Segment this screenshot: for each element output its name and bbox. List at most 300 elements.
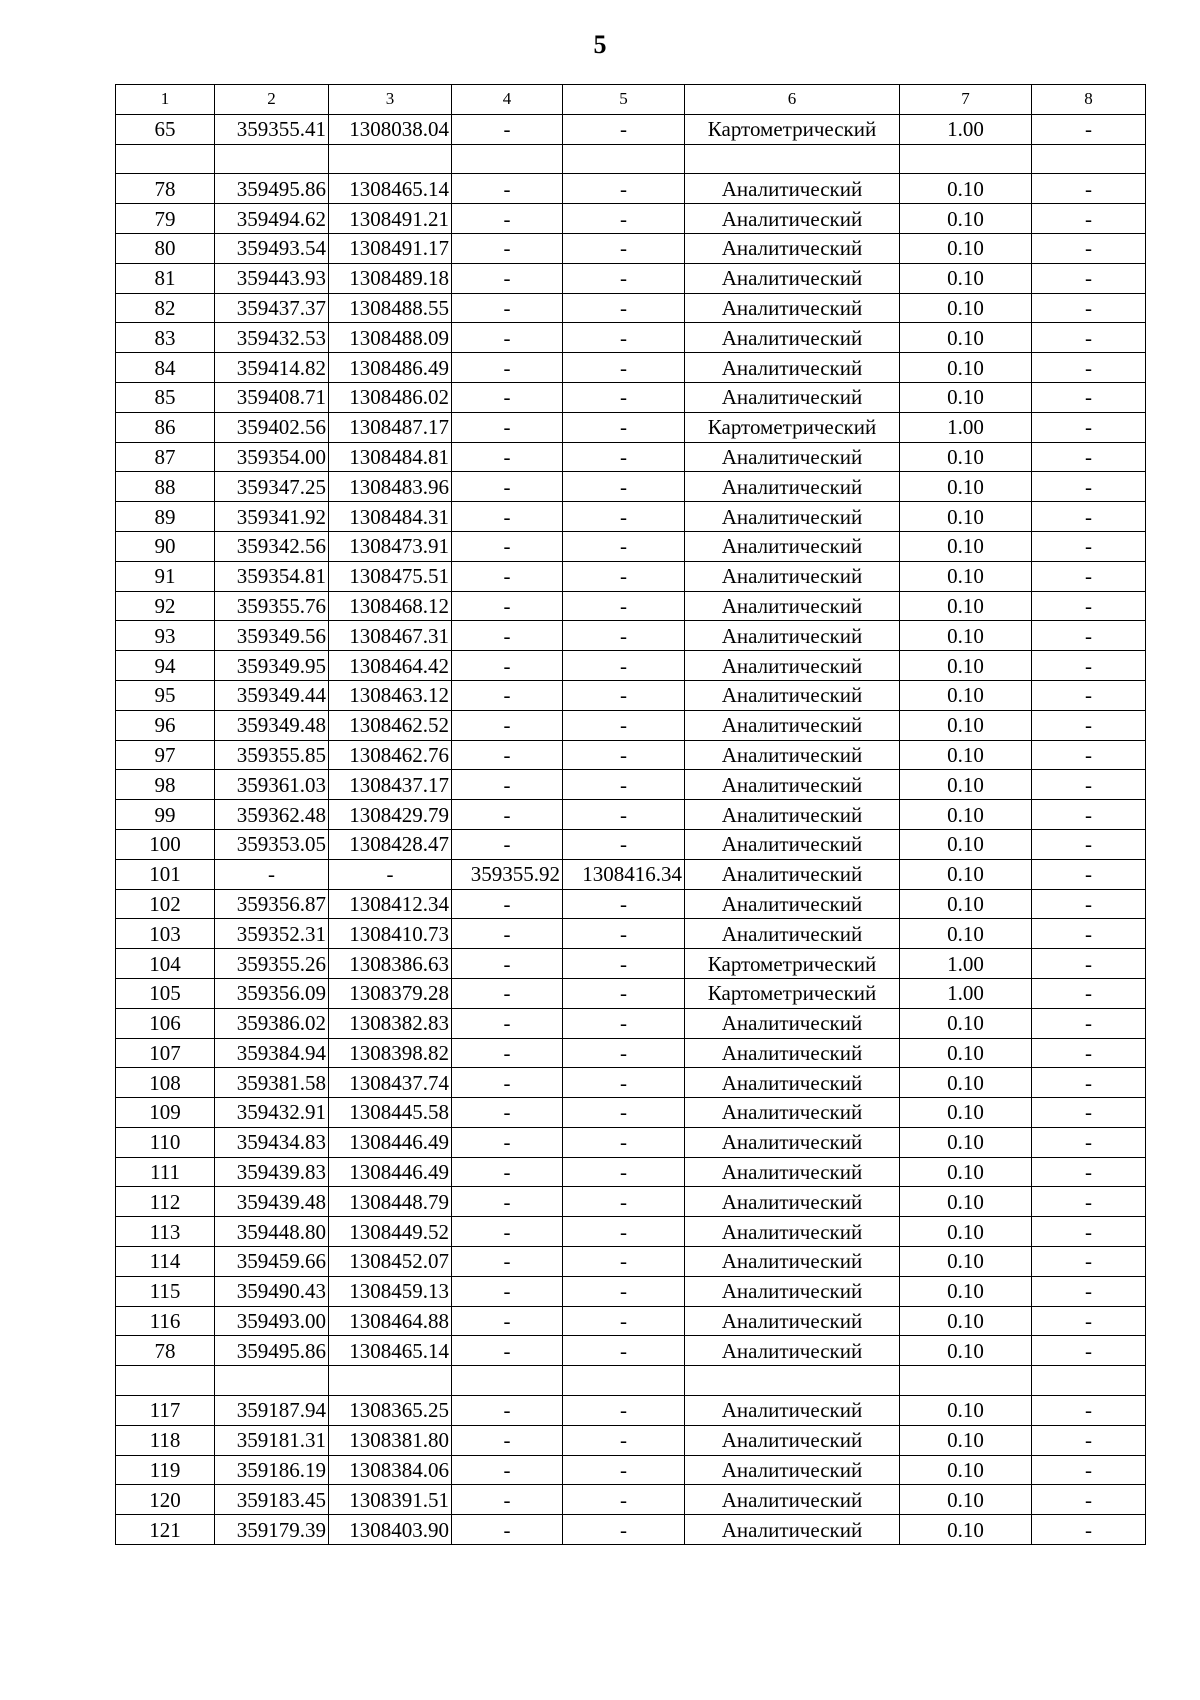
table-cell: 89: [116, 502, 215, 532]
table-cell: -: [452, 889, 563, 919]
table-cell: [563, 144, 685, 174]
table-cell: [563, 1366, 685, 1396]
table-cell: -: [452, 1515, 563, 1545]
table-cell: -: [563, 1217, 685, 1247]
table-cell: 359439.83: [215, 1157, 329, 1187]
table-cell: -: [452, 1276, 563, 1306]
table-cell: -: [452, 591, 563, 621]
table-cell: [116, 144, 215, 174]
table-cell: 1308382.83: [329, 1008, 452, 1038]
table-cell: 1308491.21: [329, 204, 452, 234]
table-row: [116, 919, 1146, 949]
table-cell: 359402.56: [215, 412, 329, 442]
table-cell: 1308446.49: [329, 1157, 452, 1187]
table-cell: Аналитический: [685, 919, 900, 949]
table-cell: -: [563, 174, 685, 204]
table-cell: 1308473.91: [329, 531, 452, 561]
table-row: [116, 978, 1146, 1008]
table-cell: Аналитический: [685, 1038, 900, 1068]
table-cell: -: [1032, 800, 1146, 830]
table-cell: -: [1032, 591, 1146, 621]
table-cell: -: [563, 800, 685, 830]
table-cell: -: [563, 412, 685, 442]
table-cell: Аналитический: [685, 770, 900, 800]
table-cell: 1308445.58: [329, 1098, 452, 1128]
table-cell: 0.10: [900, 233, 1032, 263]
table-cell: -: [1032, 114, 1146, 144]
table-cell: 82: [116, 293, 215, 323]
table-cell: 359352.31: [215, 919, 329, 949]
table-cell: -: [1032, 651, 1146, 681]
table-cell: -: [563, 1425, 685, 1455]
table-cell: 1308467.31: [329, 621, 452, 651]
table-cell: 1308486.49: [329, 353, 452, 383]
table-cell: Аналитический: [685, 1276, 900, 1306]
table-cell: Аналитический: [685, 740, 900, 770]
table-row: [116, 293, 1146, 323]
table-cell: -: [563, 770, 685, 800]
table-cell: 1308429.79: [329, 800, 452, 830]
table-cell: 1308386.63: [329, 949, 452, 979]
table-cell: Аналитический: [685, 442, 900, 472]
table-cell: 359349.44: [215, 680, 329, 710]
table-row: [116, 1008, 1146, 1038]
table-row: [116, 1217, 1146, 1247]
table-cell: 359386.02: [215, 1008, 329, 1038]
table-cell: 0.10: [900, 591, 1032, 621]
table-header-row: [116, 85, 1146, 115]
table-cell: [329, 1366, 452, 1396]
table-cell: 359187.94: [215, 1396, 329, 1426]
table-cell: -: [1032, 1247, 1146, 1277]
table-cell: -: [1032, 1336, 1146, 1366]
table-cell: Аналитический: [685, 1098, 900, 1128]
table-cell: 1308484.81: [329, 442, 452, 472]
table-cell: 359434.83: [215, 1127, 329, 1157]
table-cell: -: [563, 919, 685, 949]
table-cell: 113: [116, 1217, 215, 1247]
table-cell: -: [563, 1276, 685, 1306]
table-cell: -: [563, 1068, 685, 1098]
table-cell: -: [563, 472, 685, 502]
table-cell: 359439.48: [215, 1187, 329, 1217]
table-cell: -: [1032, 1455, 1146, 1485]
table-cell: -: [1032, 1098, 1146, 1128]
table-cell: 0.10: [900, 502, 1032, 532]
table-row: [116, 1455, 1146, 1485]
table-cell: 0.10: [900, 919, 1032, 949]
table-cell: -: [1032, 233, 1146, 263]
table-cell: 1308403.90: [329, 1515, 452, 1545]
table-cell: -: [1032, 502, 1146, 532]
table-cell: 359432.91: [215, 1098, 329, 1128]
table-cell: 93: [116, 621, 215, 651]
table-cell: -: [1032, 1038, 1146, 1068]
table-cell: -: [563, 978, 685, 1008]
table-cell: 0.10: [900, 770, 1032, 800]
table-cell: Аналитический: [685, 502, 900, 532]
table-cell: 0.10: [900, 859, 1032, 889]
table-cell: -: [452, 680, 563, 710]
table-cell: -: [563, 1187, 685, 1217]
table-cell: Аналитический: [685, 651, 900, 681]
table-cell: 359355.85: [215, 740, 329, 770]
table-cell: Аналитический: [685, 680, 900, 710]
table-cell: 1308462.52: [329, 710, 452, 740]
table-cell: Аналитический: [685, 263, 900, 293]
table-cell: -: [1032, 531, 1146, 561]
table-row: [116, 1336, 1146, 1366]
table-cell: 0.10: [900, 800, 1032, 830]
table-cell: -: [563, 1127, 685, 1157]
table-row: [116, 1157, 1146, 1187]
table-cell: 0.10: [900, 1455, 1032, 1485]
table-cell: -: [452, 651, 563, 681]
table-cell: 1308459.13: [329, 1276, 452, 1306]
column-header: 7: [900, 85, 1032, 115]
table-cell: [452, 1366, 563, 1396]
table-cell: -: [1032, 919, 1146, 949]
table-cell: [215, 1366, 329, 1396]
table-cell: Аналитический: [685, 1455, 900, 1485]
table-cell: 0.10: [900, 1187, 1032, 1217]
column-header: 6: [685, 85, 900, 115]
table-row: [116, 859, 1146, 889]
table-cell: -: [452, 412, 563, 442]
table-cell: -: [1032, 1217, 1146, 1247]
table-cell: 0.10: [900, 1336, 1032, 1366]
table-cell: 107: [116, 1038, 215, 1068]
table-cell: 0.10: [900, 382, 1032, 412]
table-cell: -: [563, 1008, 685, 1038]
coordinates-table: [115, 84, 1146, 1545]
table-cell: 359495.86: [215, 1336, 329, 1366]
table-cell: 1308468.12: [329, 591, 452, 621]
table-cell: 98: [116, 770, 215, 800]
table-cell: 1308465.14: [329, 174, 452, 204]
table-cell: 359342.56: [215, 531, 329, 561]
table-cell: -: [452, 978, 563, 1008]
table-cell: 359355.92: [452, 859, 563, 889]
table-cell: -: [1032, 1425, 1146, 1455]
table-cell: 1308491.17: [329, 233, 452, 263]
table-cell: 1308464.42: [329, 651, 452, 681]
table-cell: Аналитический: [685, 710, 900, 740]
table-cell: -: [1032, 1127, 1146, 1157]
table-cell: -: [563, 1306, 685, 1336]
table-cell: -: [1032, 680, 1146, 710]
table-cell: 1308487.17: [329, 412, 452, 442]
table-cell: -: [563, 680, 685, 710]
table-cell: 1308463.12: [329, 680, 452, 710]
table-cell: -: [563, 740, 685, 770]
table-cell: 121: [116, 1515, 215, 1545]
table-cell: Аналитический: [685, 174, 900, 204]
table-row: [116, 472, 1146, 502]
table-cell: -: [452, 829, 563, 859]
table-row: [116, 1038, 1146, 1068]
table-cell: Аналитический: [685, 859, 900, 889]
table-cell: 0.10: [900, 204, 1032, 234]
table-cell: -: [563, 1396, 685, 1426]
table-cell: [685, 144, 900, 174]
table-row: [116, 502, 1146, 532]
table-row: [116, 382, 1146, 412]
table-cell: 359355.76: [215, 591, 329, 621]
table-cell: 0.10: [900, 531, 1032, 561]
table-cell: 0.10: [900, 651, 1032, 681]
table-cell: -: [1032, 204, 1146, 234]
table-cell: 0.10: [900, 829, 1032, 859]
table-cell: 0.10: [900, 1068, 1032, 1098]
table-cell: -: [452, 770, 563, 800]
table-cell: 1308462.76: [329, 740, 452, 770]
table-cell: 359490.43: [215, 1276, 329, 1306]
table-cell: 359347.25: [215, 472, 329, 502]
table-cell: -: [563, 591, 685, 621]
table-row: [116, 1515, 1146, 1545]
table-cell: -: [563, 710, 685, 740]
table-cell: 359362.48: [215, 800, 329, 830]
table-cell: 359381.58: [215, 1068, 329, 1098]
table-cell: -: [563, 382, 685, 412]
table-row: [116, 233, 1146, 263]
table-cell: Аналитический: [685, 1425, 900, 1455]
table-row: [116, 621, 1146, 651]
table-cell: Картометрический: [685, 949, 900, 979]
table-cell: 359493.00: [215, 1306, 329, 1336]
table-cell: Аналитический: [685, 293, 900, 323]
table-cell: 0.10: [900, 442, 1032, 472]
table-cell: -: [1032, 1008, 1146, 1038]
table-cell: [116, 1366, 215, 1396]
table-cell: 0.10: [900, 1127, 1032, 1157]
table-row: [116, 770, 1146, 800]
table-cell: 0.10: [900, 263, 1032, 293]
table-cell: 0.10: [900, 1396, 1032, 1426]
table-cell: Аналитический: [685, 204, 900, 234]
table-cell: -: [563, 621, 685, 651]
table-cell: Аналитический: [685, 531, 900, 561]
table-cell: 117: [116, 1396, 215, 1426]
table-cell: 78: [116, 174, 215, 204]
table-cell: 108: [116, 1068, 215, 1098]
table-cell: 1308465.14: [329, 1336, 452, 1366]
table-cell: 115: [116, 1276, 215, 1306]
table-cell: -: [1032, 1187, 1146, 1217]
table-cell: -: [1032, 561, 1146, 591]
table-cell: 88: [116, 472, 215, 502]
table-cell: -: [1032, 1157, 1146, 1187]
table-cell: -: [563, 889, 685, 919]
table-cell: 0.10: [900, 323, 1032, 353]
table-cell: -: [1032, 621, 1146, 651]
table-row: [116, 1127, 1146, 1157]
table-cell: 1308428.47: [329, 829, 452, 859]
table-cell: 0.10: [900, 1217, 1032, 1247]
table-cell: 81: [116, 263, 215, 293]
table-cell: 359384.94: [215, 1038, 329, 1068]
table-row: [116, 1098, 1146, 1128]
table-row: [116, 1187, 1146, 1217]
table-cell: 1308489.18: [329, 263, 452, 293]
table-cell: -: [452, 1336, 563, 1366]
table-cell: Аналитический: [685, 621, 900, 651]
table-cell: Картометрический: [685, 978, 900, 1008]
table-cell: -: [452, 263, 563, 293]
table-cell: 0.10: [900, 1247, 1032, 1277]
table-cell: -: [452, 204, 563, 234]
column-header: 8: [1032, 85, 1146, 115]
table-cell: 359355.41: [215, 114, 329, 144]
table-cell: 92: [116, 591, 215, 621]
table-cell: 1308398.82: [329, 1038, 452, 1068]
table-cell: Аналитический: [685, 1068, 900, 1098]
table-cell: -: [563, 293, 685, 323]
table-cell: -: [452, 1038, 563, 1068]
table-row: [116, 561, 1146, 591]
table-cell: -: [563, 561, 685, 591]
table-cell: -: [452, 1008, 563, 1038]
table-cell: -: [1032, 293, 1146, 323]
table-cell: -: [452, 531, 563, 561]
table-cell: 99: [116, 800, 215, 830]
table-cell: 84: [116, 353, 215, 383]
table-cell: Аналитический: [685, 353, 900, 383]
table-row: [116, 889, 1146, 919]
table-cell: -: [452, 1455, 563, 1485]
table-row: [116, 174, 1146, 204]
table-cell: Аналитический: [685, 1008, 900, 1038]
table-cell: 112: [116, 1187, 215, 1217]
table-cell: 111: [116, 1157, 215, 1187]
table-cell: 0.10: [900, 1306, 1032, 1336]
table-cell: -: [1032, 1396, 1146, 1426]
table-cell: 83: [116, 323, 215, 353]
table-cell: 0.10: [900, 1276, 1032, 1306]
table-cell: 359448.80: [215, 1217, 329, 1247]
table-cell: 91: [116, 561, 215, 591]
table-cell: 0.10: [900, 1098, 1032, 1128]
table-cell: 85: [116, 382, 215, 412]
table-row: [116, 651, 1146, 681]
table-cell: 1308384.06: [329, 1455, 452, 1485]
table-cell: -: [1032, 1068, 1146, 1098]
table-cell: 114: [116, 1247, 215, 1277]
table-row: [116, 323, 1146, 353]
table-cell: -: [563, 1455, 685, 1485]
table-cell: [1032, 1366, 1146, 1396]
table-cell: 1308381.80: [329, 1425, 452, 1455]
table-cell: -: [563, 204, 685, 234]
table-cell: 359355.26: [215, 949, 329, 979]
table-cell: -: [563, 829, 685, 859]
table-cell: 0.10: [900, 1425, 1032, 1455]
table-cell: 109: [116, 1098, 215, 1128]
table-row: [116, 1247, 1146, 1277]
table-cell: -: [452, 472, 563, 502]
table-cell: [215, 144, 329, 174]
table-cell: 105: [116, 978, 215, 1008]
table-cell: 359356.87: [215, 889, 329, 919]
table-cell: 359349.48: [215, 710, 329, 740]
table-cell: 359493.54: [215, 233, 329, 263]
table-cell: -: [1032, 710, 1146, 740]
table-cell: Аналитический: [685, 591, 900, 621]
column-header: 4: [452, 85, 563, 115]
table-cell: -: [563, 502, 685, 532]
table-row: [116, 114, 1146, 144]
table-cell: 1308475.51: [329, 561, 452, 591]
table-cell: -: [563, 323, 685, 353]
table-cell: -: [563, 442, 685, 472]
table-cell: 0.10: [900, 680, 1032, 710]
table-cell: 0.10: [900, 293, 1032, 323]
table-cell: 1.00: [900, 412, 1032, 442]
table-cell: Аналитический: [685, 1127, 900, 1157]
table-cell: -: [1032, 1515, 1146, 1545]
table-row: [116, 204, 1146, 234]
table-cell: -: [563, 651, 685, 681]
table-cell: 359437.37: [215, 293, 329, 323]
table-cell: -: [563, 1157, 685, 1187]
table-cell: -: [563, 114, 685, 144]
table-cell: 102: [116, 889, 215, 919]
table-cell: -: [1032, 472, 1146, 502]
table-cell: 0.10: [900, 1515, 1032, 1545]
table-cell: 359354.81: [215, 561, 329, 591]
table-cell: 1.00: [900, 114, 1032, 144]
table-cell: -: [452, 114, 563, 144]
table-cell: -: [452, 919, 563, 949]
table-cell: 1308488.09: [329, 323, 452, 353]
column-header: 5: [563, 85, 685, 115]
table-cell: 359181.31: [215, 1425, 329, 1455]
table-cell: 87: [116, 442, 215, 472]
table-cell: 79: [116, 204, 215, 234]
table-cell: 1308488.55: [329, 293, 452, 323]
table-cell: Аналитический: [685, 382, 900, 412]
table-cell: 1308483.96: [329, 472, 452, 502]
table-cell: -: [563, 233, 685, 263]
table-cell: [329, 144, 452, 174]
table-row: [116, 1366, 1146, 1396]
table-cell: 1308038.04: [329, 114, 452, 144]
table-cell: 0.10: [900, 740, 1032, 770]
table-cell: 0.10: [900, 1008, 1032, 1038]
table-cell: -: [452, 1247, 563, 1277]
table-cell: [900, 144, 1032, 174]
table-cell: 0.10: [900, 174, 1032, 204]
table-cell: Аналитический: [685, 323, 900, 353]
table-cell: 359179.39: [215, 1515, 329, 1545]
table-cell: -: [563, 263, 685, 293]
table-cell: Аналитический: [685, 1247, 900, 1277]
table-cell: -: [452, 353, 563, 383]
table-cell: -: [452, 1396, 563, 1426]
table-cell: -: [1032, 442, 1146, 472]
table-cell: 65: [116, 114, 215, 144]
table-cell: 359495.86: [215, 174, 329, 204]
table-cell: 78: [116, 1336, 215, 1366]
table-cell: 116: [116, 1306, 215, 1336]
table-cell: -: [563, 353, 685, 383]
table-cell: 118: [116, 1425, 215, 1455]
table-cell: -: [452, 174, 563, 204]
table-row: [116, 353, 1146, 383]
table-cell: Аналитический: [685, 472, 900, 502]
table-cell: Аналитический: [685, 1306, 900, 1336]
